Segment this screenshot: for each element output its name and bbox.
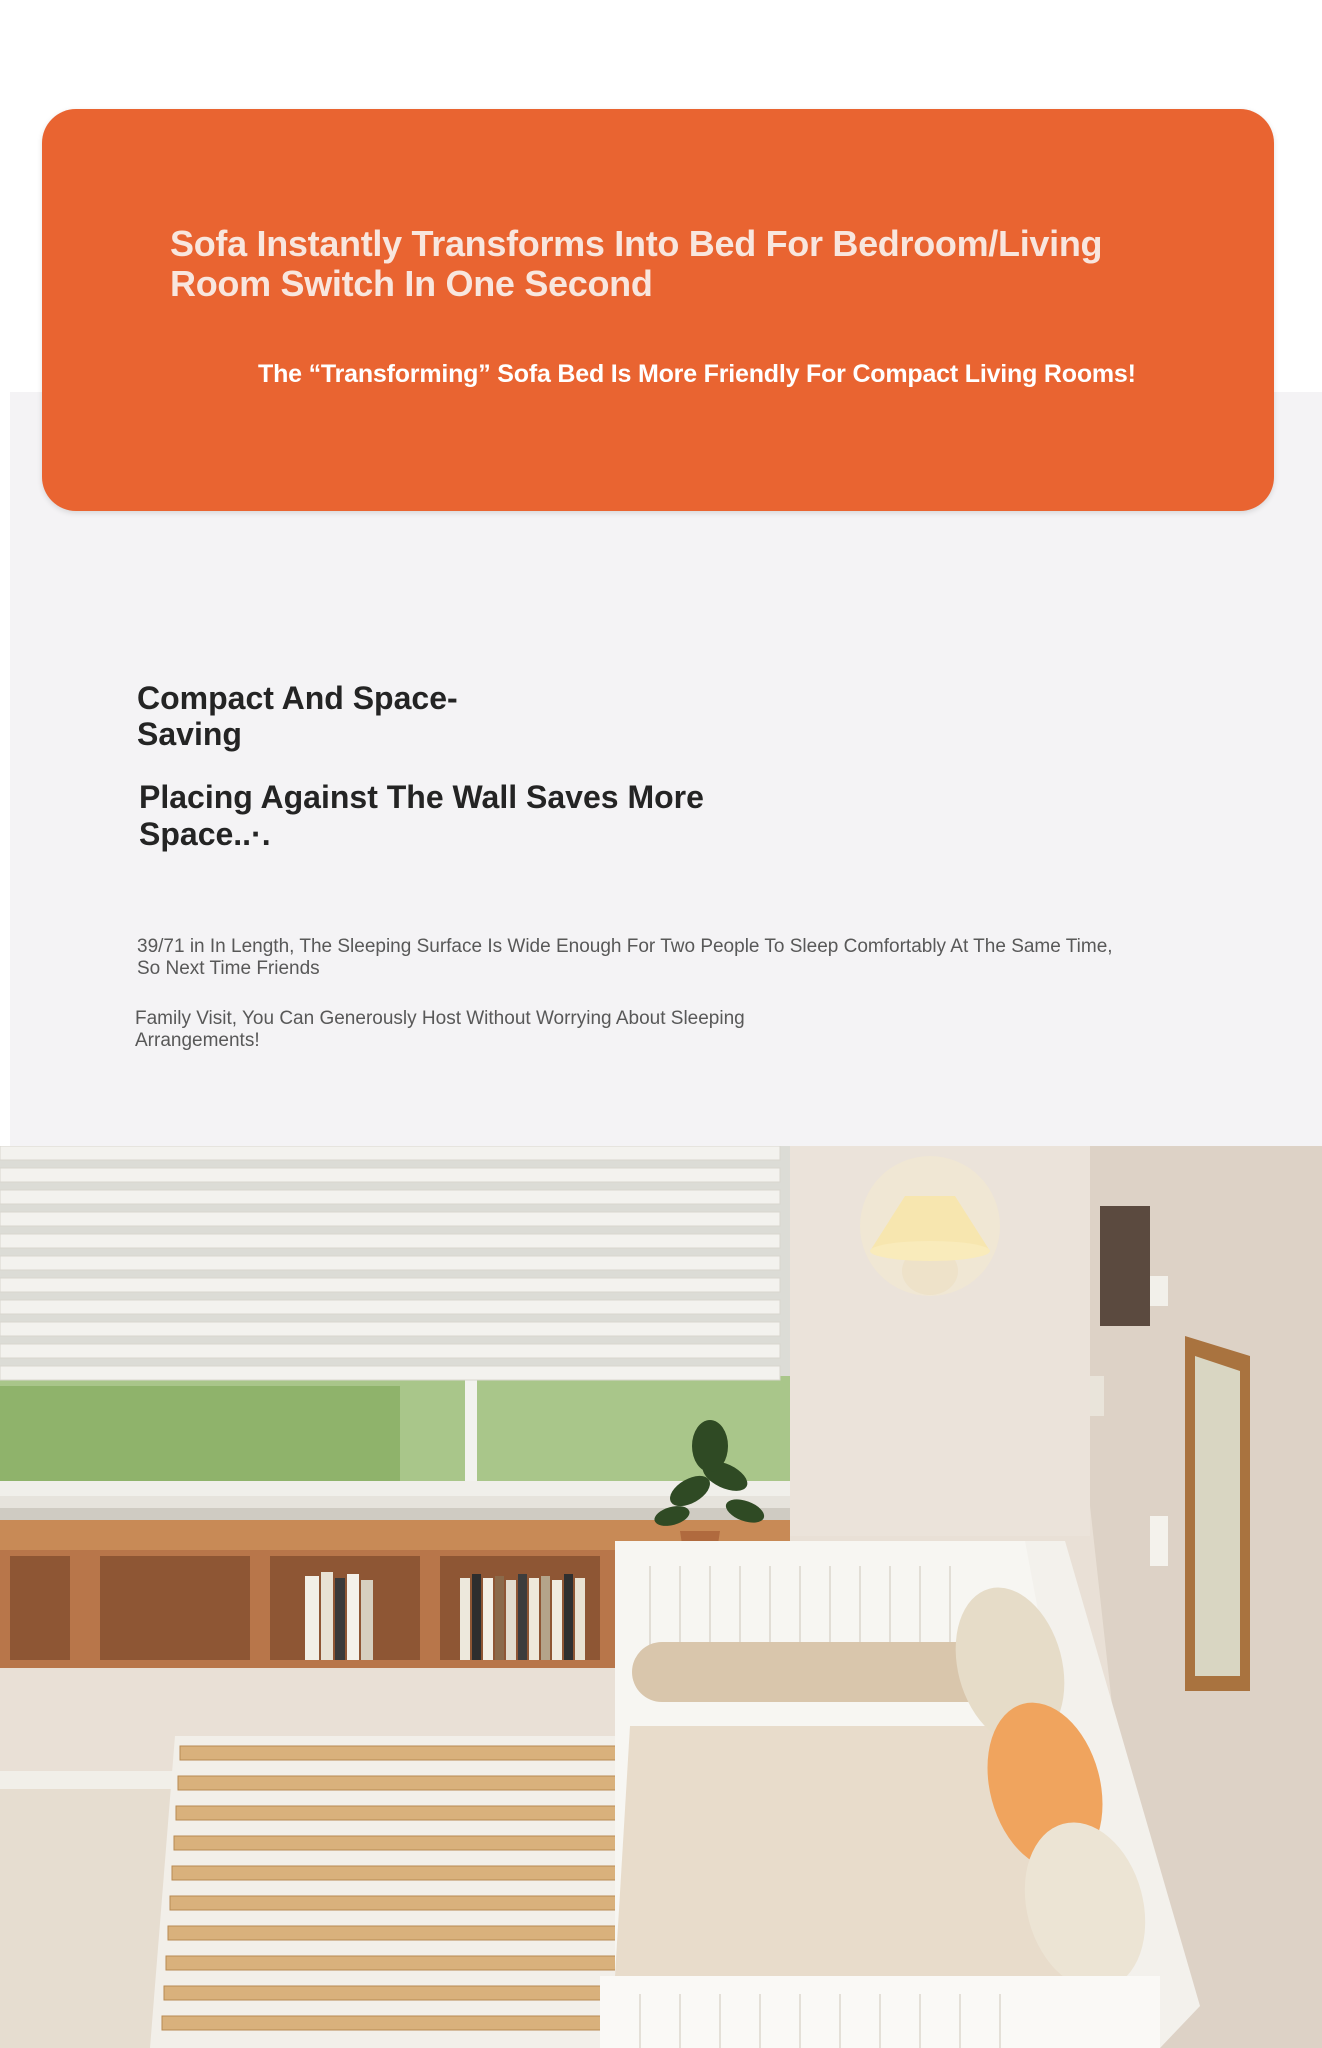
hero-banner [42,109,1274,511]
sofa-bed-room-illustration [0,1146,1322,2048]
feature-paragraph-1: 39/71 in In Length, The Sleeping Surface Is Wide Enough For Two People To Sleep Comfortably At The Same Time, So Next Time Friends [137,936,1113,979]
feature-subheading: Placing Against The Wall Saves More Space..·. [139,779,704,852]
feature-paragraph-2: Family Visit, You Can Generously Host Without Worrying About Sleeping Arrangements! [135,1008,745,1051]
hero-subtitle: The “Transforming” Sofa Bed Is More Friendly For Compact Living Rooms! [258,360,1136,388]
hero-title: Sofa Instantly Transforms Into Bed For Bedroom/Living Room Switch In One Second [170,223,1103,304]
product-image [0,1146,1322,2048]
feature-heading: Compact And Space-Saving [137,680,458,752]
